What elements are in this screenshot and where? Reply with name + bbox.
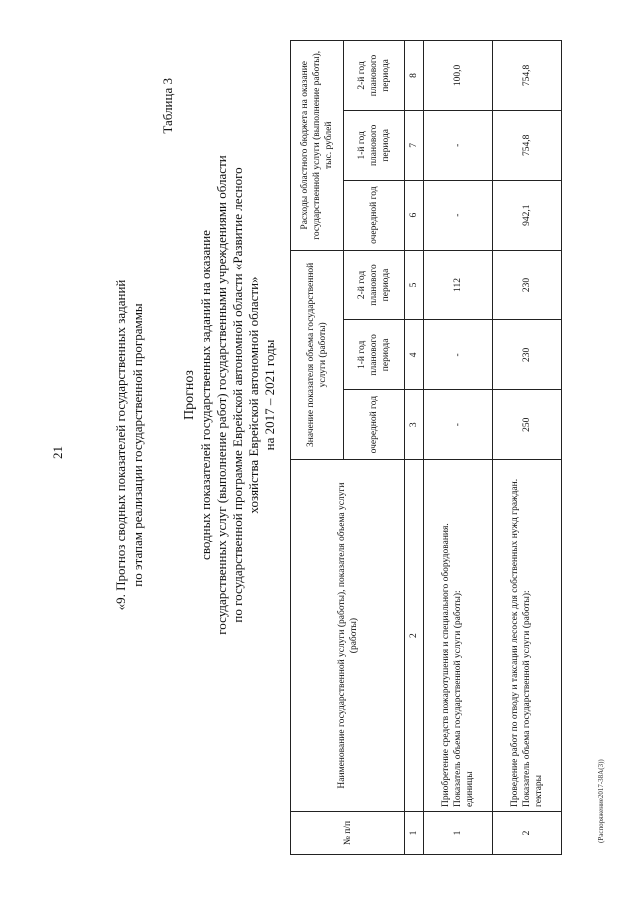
page-number: 21 [50,446,65,459]
row-name-line: единицы [465,771,475,808]
row-name-line: Показатель объема государственной услуги (работы): [522,590,532,808]
column-number: 3 [405,390,424,460]
header-row [291,41,344,855]
row-value: - [424,180,493,250]
column-number: 1 [405,812,424,855]
title-line: по государственной программе Еврейской автономной области «Развитие лесного [230,167,245,623]
subheader-cell: 1-й год планового периода [344,320,405,390]
header-volume: Значение показателя объема государственной услуги (работы) [291,250,344,460]
column-number: 8 [405,41,424,111]
row-name-line: гектары [534,774,544,808]
row-num: 2 [493,812,562,855]
header-expenses: Расходы областного бюджета на оказание государственной услуги (выполнение работы), тыс. рублей [291,41,344,251]
header-num: № п/п [291,812,405,855]
row-name [493,460,562,812]
column-number: 5 [405,250,424,320]
title-line: государственных услуг (выполнение работ) государственными учреждениями области [214,155,229,635]
row-name-line: Показатель объема государственной услуги (работы): [453,590,463,808]
row-value: - [424,390,493,460]
column-number: 2 [405,460,424,812]
title-line: хозяйства Еврейской автономной области» [246,276,261,514]
row-num: 1 [424,812,493,855]
column-number: 7 [405,110,424,180]
subheader-cell: 2-й год планового периода [344,250,405,320]
row-value: 942,1 [493,180,562,250]
table-row [493,41,562,855]
table-row [424,41,493,855]
subheader-cell: очередной год [344,180,405,250]
forecast-table [290,40,562,855]
row-value: 250 [493,390,562,460]
title-line: на 2017 – 2021 годы [262,339,277,451]
footer-stamp: (Распоряжение2017-38А(3)) [597,759,605,843]
header-name: Наименование государственной услуги (работы), показателя объема услуги (работы) [291,460,405,812]
row-name-line: Проведение работ по отводу и таксации лесосек для собственных нужд граждан. [510,478,520,808]
subheader-cell: очередной год [344,390,405,460]
section-heading-line: по этапам реализации государственной программы [130,303,145,587]
row-value: 754,8 [493,110,562,180]
row-value: 100,0 [424,41,493,111]
row-value: 230 [493,320,562,390]
section-heading [112,145,146,745]
subheader-cell: 2-й год планового периода [344,41,405,111]
row-value: - [424,320,493,390]
table-label: Таблица 3 [160,78,175,134]
title-line: Прогноз [182,370,197,420]
row-name-line: Приобретение средств пожаротушения и специального оборудования. [441,523,451,808]
document-title [182,115,278,675]
column-number: 6 [405,180,424,250]
title-line: сводных показателей государственных заданий на оказание [198,230,213,560]
column-number-row [405,41,424,855]
row-value: - [424,110,493,180]
row-value: 112 [424,250,493,320]
row-name [424,460,493,812]
column-number: 4 [405,320,424,390]
row-value: 754,8 [493,41,562,111]
row-value: 230 [493,250,562,320]
subheader-cell: 1-й год планового периода [344,110,405,180]
section-heading-line: «9. Прогноз сводных показателей государственных заданий [113,279,128,611]
